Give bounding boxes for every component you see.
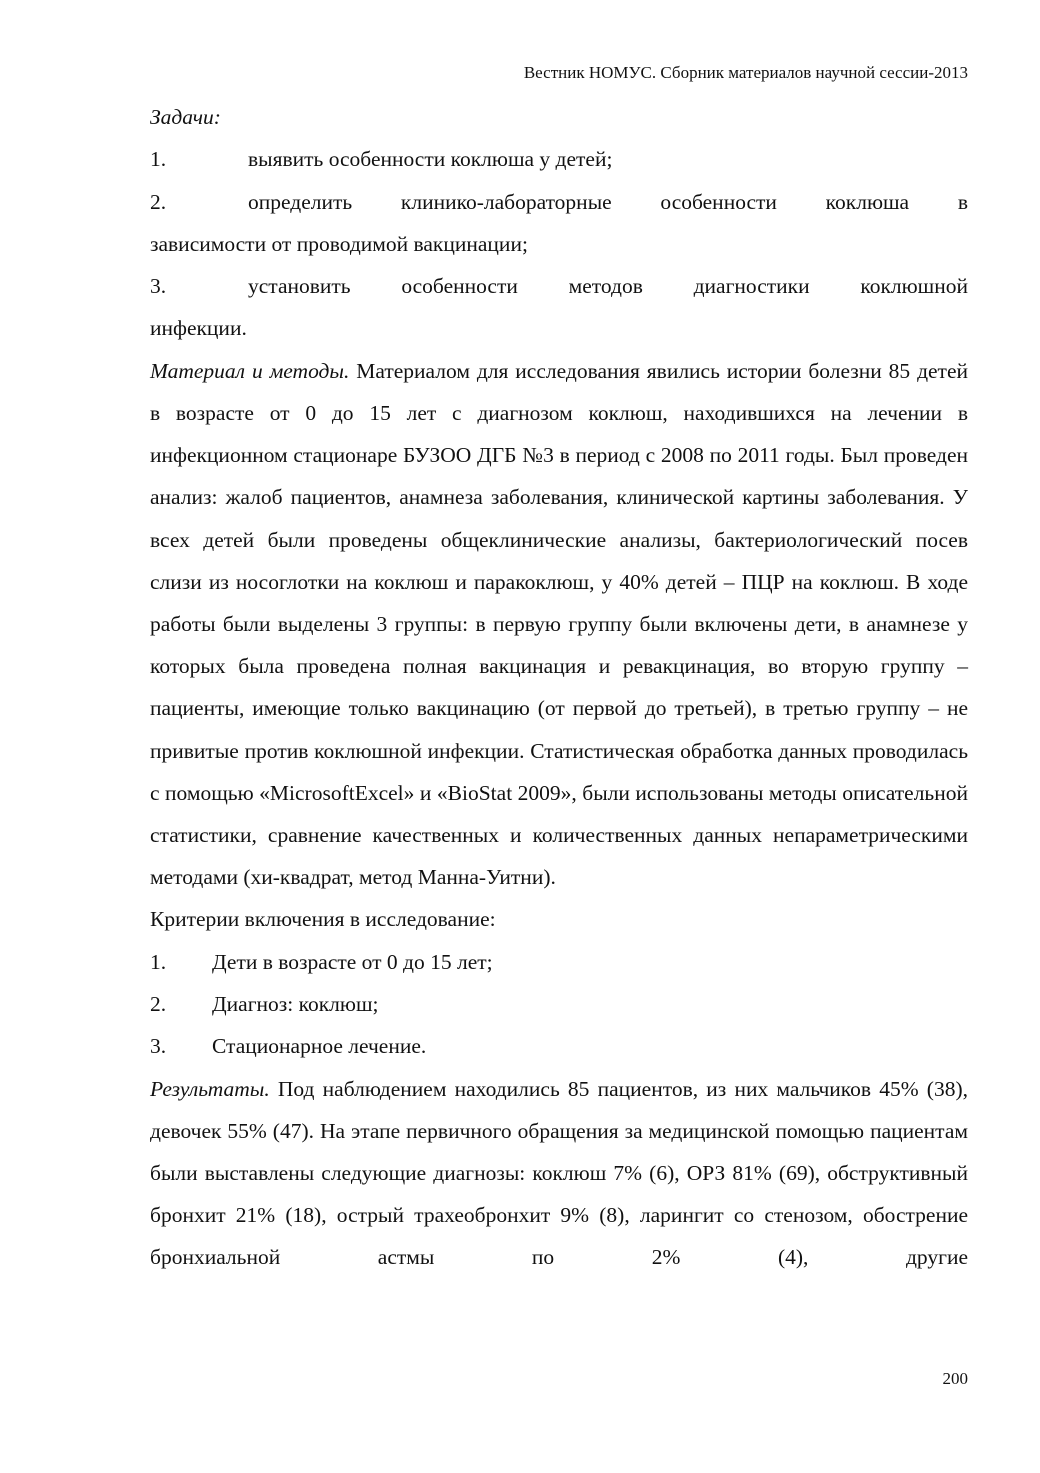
- results-text: Под наблюдением находились 85 пациентов, из них мальчиков 45% (38), девочек 55% (47). На этапе первичного обращения за медицинской помощью пациентам были выставлены следующие диагнозы: коклюш 7% (6), ОРЗ 81% (69), обструктивный бронхит 21% (18), острый трахеобронхит 9% (8), ларингит со стенозом, обострение бронхиальной астмы по 2% (4), другие: [150, 1076, 968, 1270]
- methods-lead: Материал и методы.: [150, 358, 350, 383]
- methods-text: Материалом для исследования явились истории болезни 85 детей в возрасте от 0 до 15 лет с диагнозом коклюш, находившихся на лечении в инфекционном стационаре БУЗОО ДГБ №3 в период с 2008 по 2011 годы. Был проведен анализ: жалоб пациентов, анамнеза заболевания, клинической картины заболевания. У всех детей были проведены общеклинические анализы, бактериологический посев слизи из носоглотки на коклюш и паракоклюш, у 40% детей – ПЦР на коклюш. В ходе работы были выделены 3 группы: в первую группу были включены дети, в анамнезе у которых была проведена полная вакцинация и ревакцинация, во вторую группу – пациенты, имеющие только вакцинацию (от первой до третьей), в третью группу – не привитые против коклюшной инфекции. Статистическая обработка данных проводилась с помощью «MicrosoftExcel» и «BioStat 2009», были использованы методы описательной статистики, сравнение качественных и количественных данных непараметрическими методами (хи-квадрат, метод Манна-Уитни).: [150, 358, 969, 890]
- criteria-text: Стационарное лечение.: [212, 1034, 427, 1059]
- criteria-text: Дети в возрасте от 0 до 15 лет;: [212, 949, 493, 974]
- task-item-1: [150, 138, 968, 180]
- task-text: определить клинико-лабораторные особенности коклюша в: [248, 189, 968, 214]
- task-number: 1.: [150, 147, 167, 172]
- results-lead: Результаты.: [150, 1076, 270, 1101]
- task-text-continuation: инфекции.: [150, 316, 247, 341]
- task-item-3: [150, 265, 968, 350]
- criteria-number: 1.: [150, 949, 167, 974]
- tasks-heading: Задачи:: [150, 105, 221, 129]
- methods-paragraph: [150, 350, 968, 899]
- task-item-2: [150, 181, 968, 266]
- criteria-heading: Критерии включения в исследование:: [150, 907, 496, 932]
- criteria-item-2: [150, 983, 968, 1025]
- running-header: Вестник НОМУС. Сборник материалов научной сессии-2013: [523, 63, 968, 82]
- criteria-text: Диагноз: коклюш;: [212, 992, 379, 1017]
- task-text: выявить особенности коклюша у детей;: [248, 147, 613, 172]
- task-text: установить особенности методов диагностики коклюшной: [248, 274, 968, 299]
- results-paragraph: [150, 1068, 968, 1279]
- criteria-number: 3.: [150, 1034, 167, 1059]
- task-text-continuation: зависимости от проводимой вакцинации;: [150, 231, 528, 256]
- page-body: [150, 96, 968, 1279]
- task-number: 3.: [150, 274, 167, 299]
- criteria-number: 2.: [150, 992, 167, 1017]
- criteria-item-3: [150, 1025, 968, 1067]
- criteria-item-1: [150, 941, 968, 983]
- page-number: 200: [942, 1369, 968, 1388]
- task-number: 2.: [150, 189, 167, 214]
